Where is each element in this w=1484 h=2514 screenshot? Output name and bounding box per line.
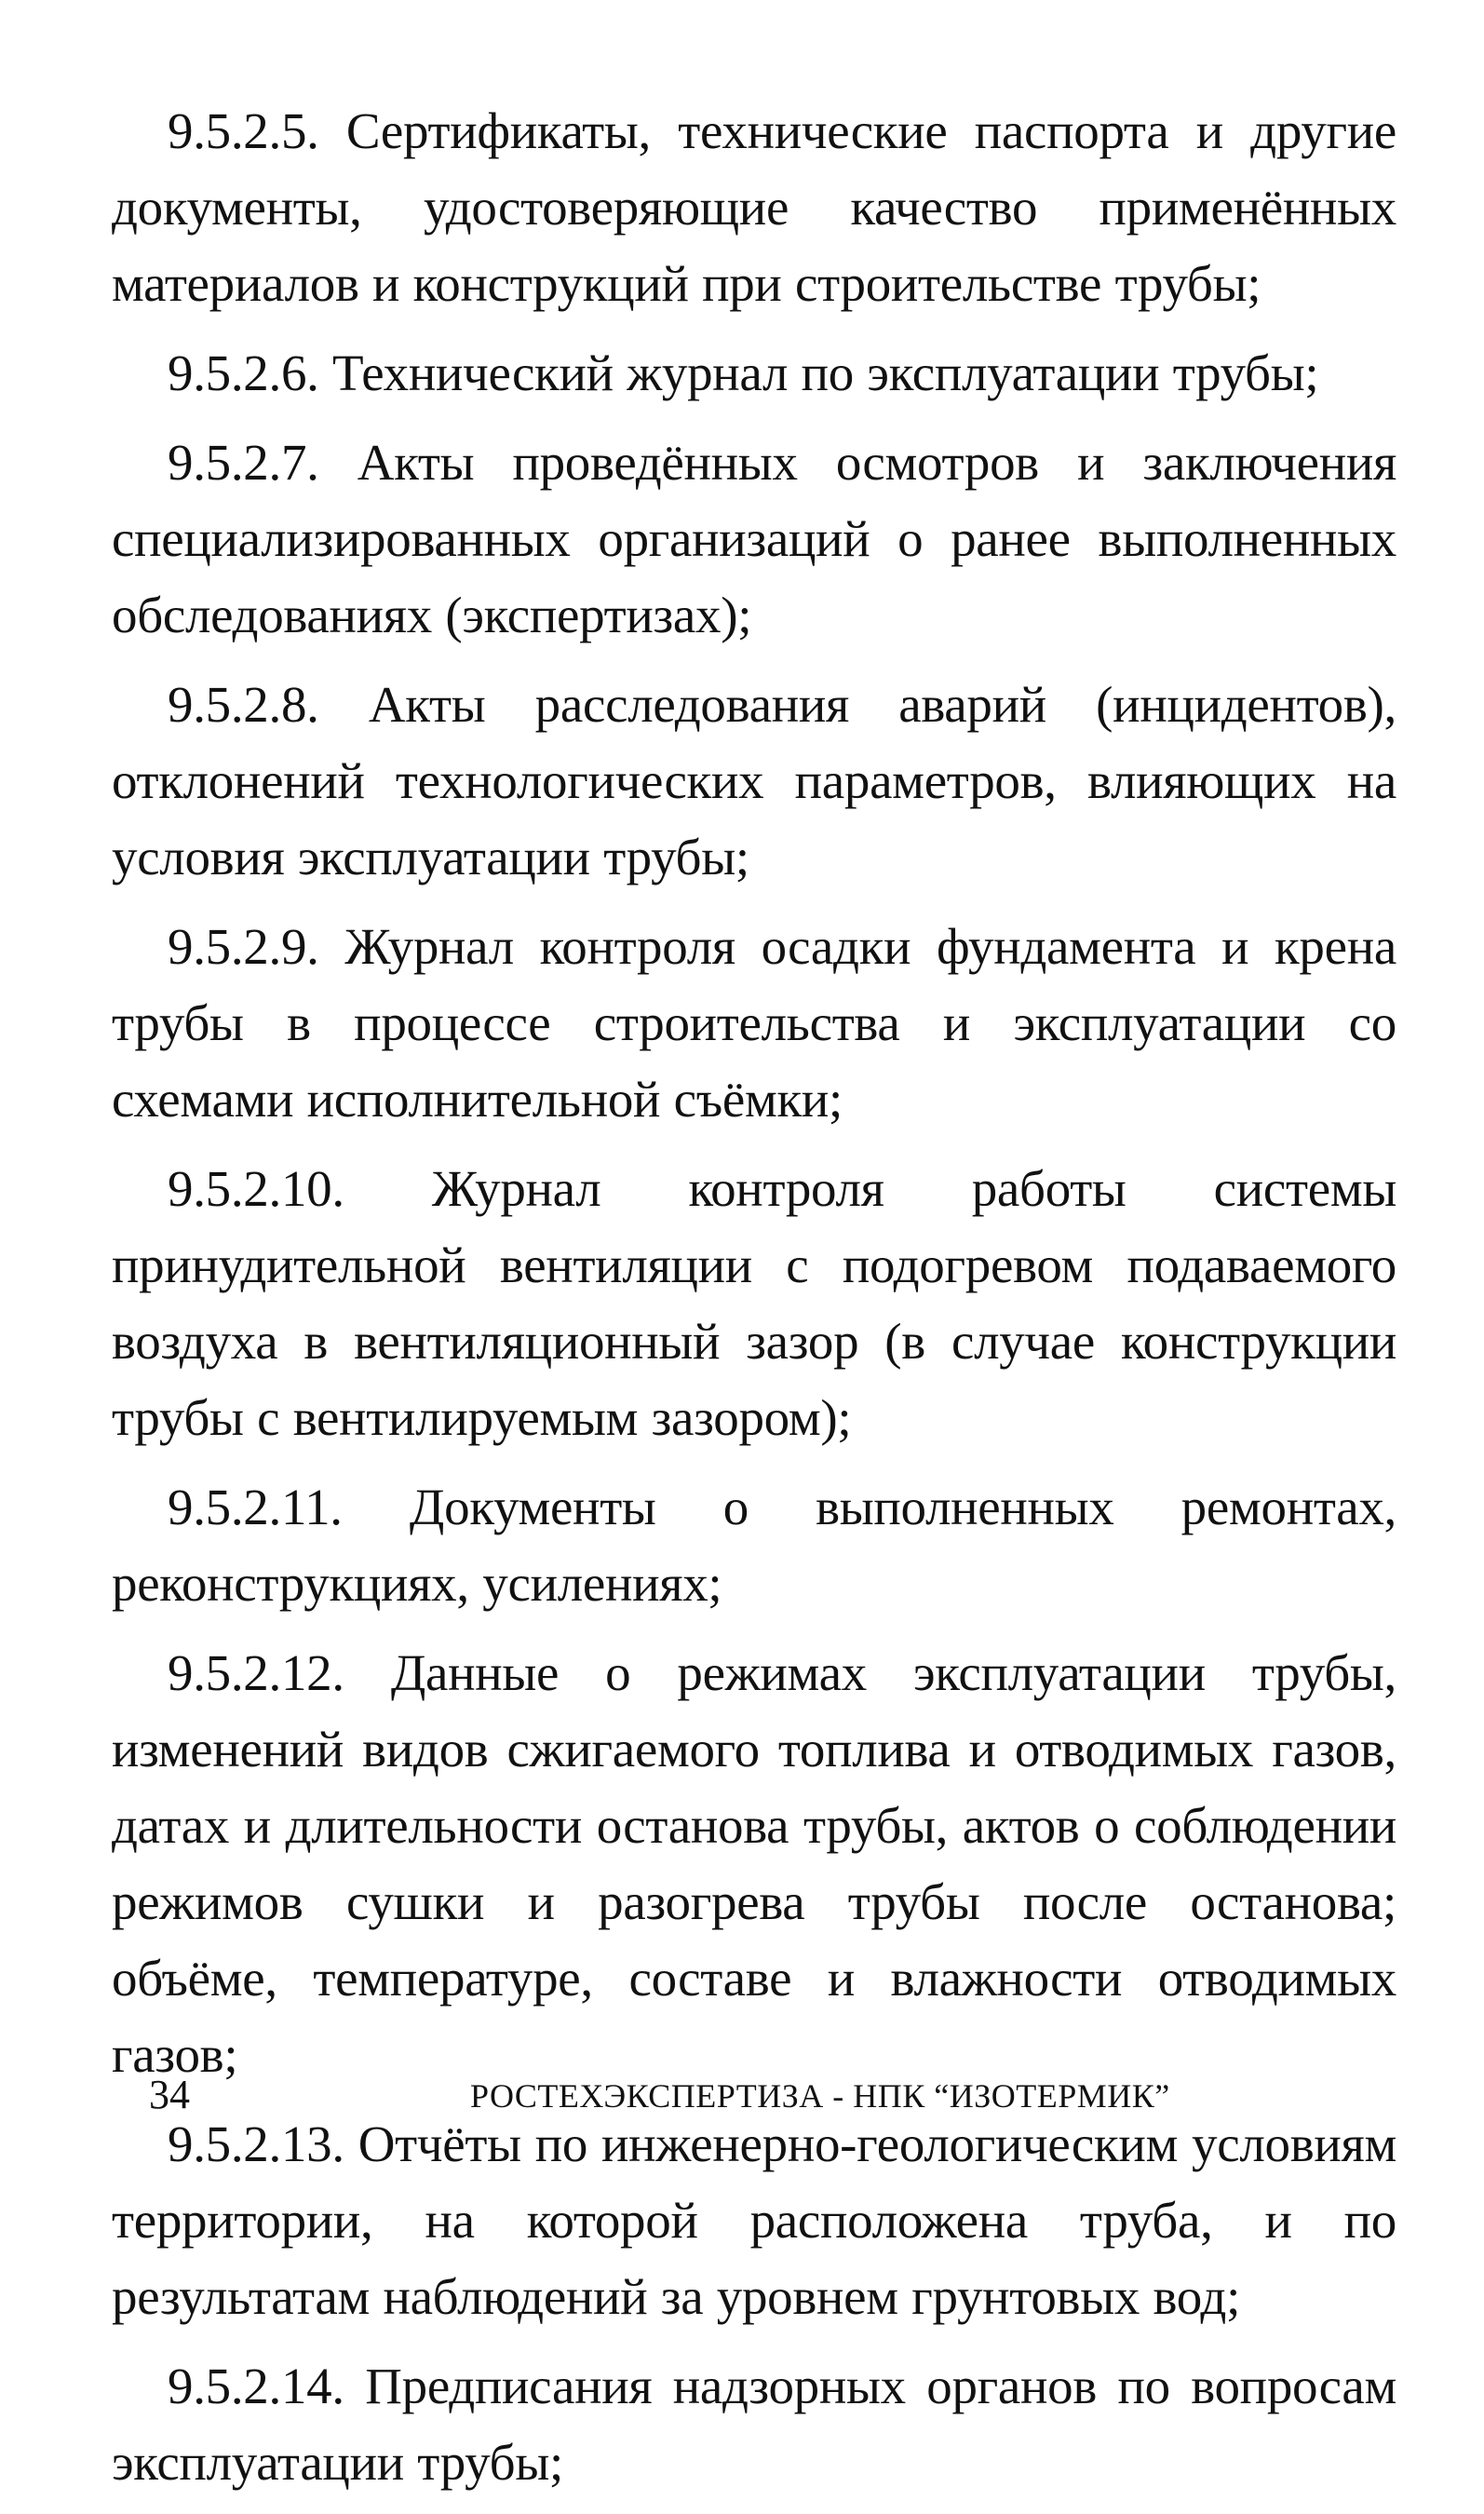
paragraph-9-5-2-12: 9.5.2.12. Данные о режимах эксплуатации трубы, изменений видов сжигаемого топлива и отводимых газов, датах и длительности останова трубы, актов о соблюдении режимов сушки и разогрева трубы после останова; объёме, температуре, составе и влажности отводимых газов; [112,1644,1396,2083]
paragraph-9-5-2-8: 9.5.2.8. Акты расследования аварий (инцидентов), отклонений технологических параметров, влияющих на условия эксплуатации трубы; [112,676,1396,885]
paragraph-9-5-2-10: 9.5.2.10. Журнал контроля работы системы принудительной вентиляции с подогревом подаваемого воздуха в вентиляционный зазор (в случае конструкции трубы с вентилируемым зазором); [112,1160,1396,1446]
page-footer [112,2067,1396,2123]
paragraph-9-5-2-7: 9.5.2.7. Акты проведённых осмотров и заключения специализированных организаций о ранее выполненных обследованиях (экспертизах); [112,434,1396,643]
paragraph-9-5-2-13: 9.5.2.13. Отчёты по инженерно-геологическим условиям территории, на которой расположена труба, и по результатам наблюдений за уровнем грунтовых вод; [112,2115,1396,2325]
paragraph-9-5-2-6: 9.5.2.6. Технический журнал по эксплуатации трубы; [168,345,1319,401]
document-page [112,93,1396,2514]
paragraph-9-5-2-14: 9.5.2.14. Предписания надзорных органов по вопросам эксплуатации трубы; [112,2358,1396,2491]
footer-publisher: РОСТЕХЭКСПЕРТИЗА - НПК “ИЗОТЕРМИК” [470,2077,1170,2115]
paragraph-9-5-2-9: 9.5.2.9. Журнал контроля осадки фундамента и крена трубы в процессе строительства и эксплуатации со схемами исполнительной съёмки; [112,918,1396,1128]
paragraph-9-5-2-11: 9.5.2.11. Документы о выполненных ремонтах, реконструкциях, усилениях; [112,1479,1396,1612]
page-number: 34 [149,2072,190,2117]
paragraph-9-5-2-5: 9.5.2.5. Сертификаты, технические паспорта и другие документы, удостоверяющие качество применённых материалов и конструкций при строительстве трубы; [112,102,1396,312]
